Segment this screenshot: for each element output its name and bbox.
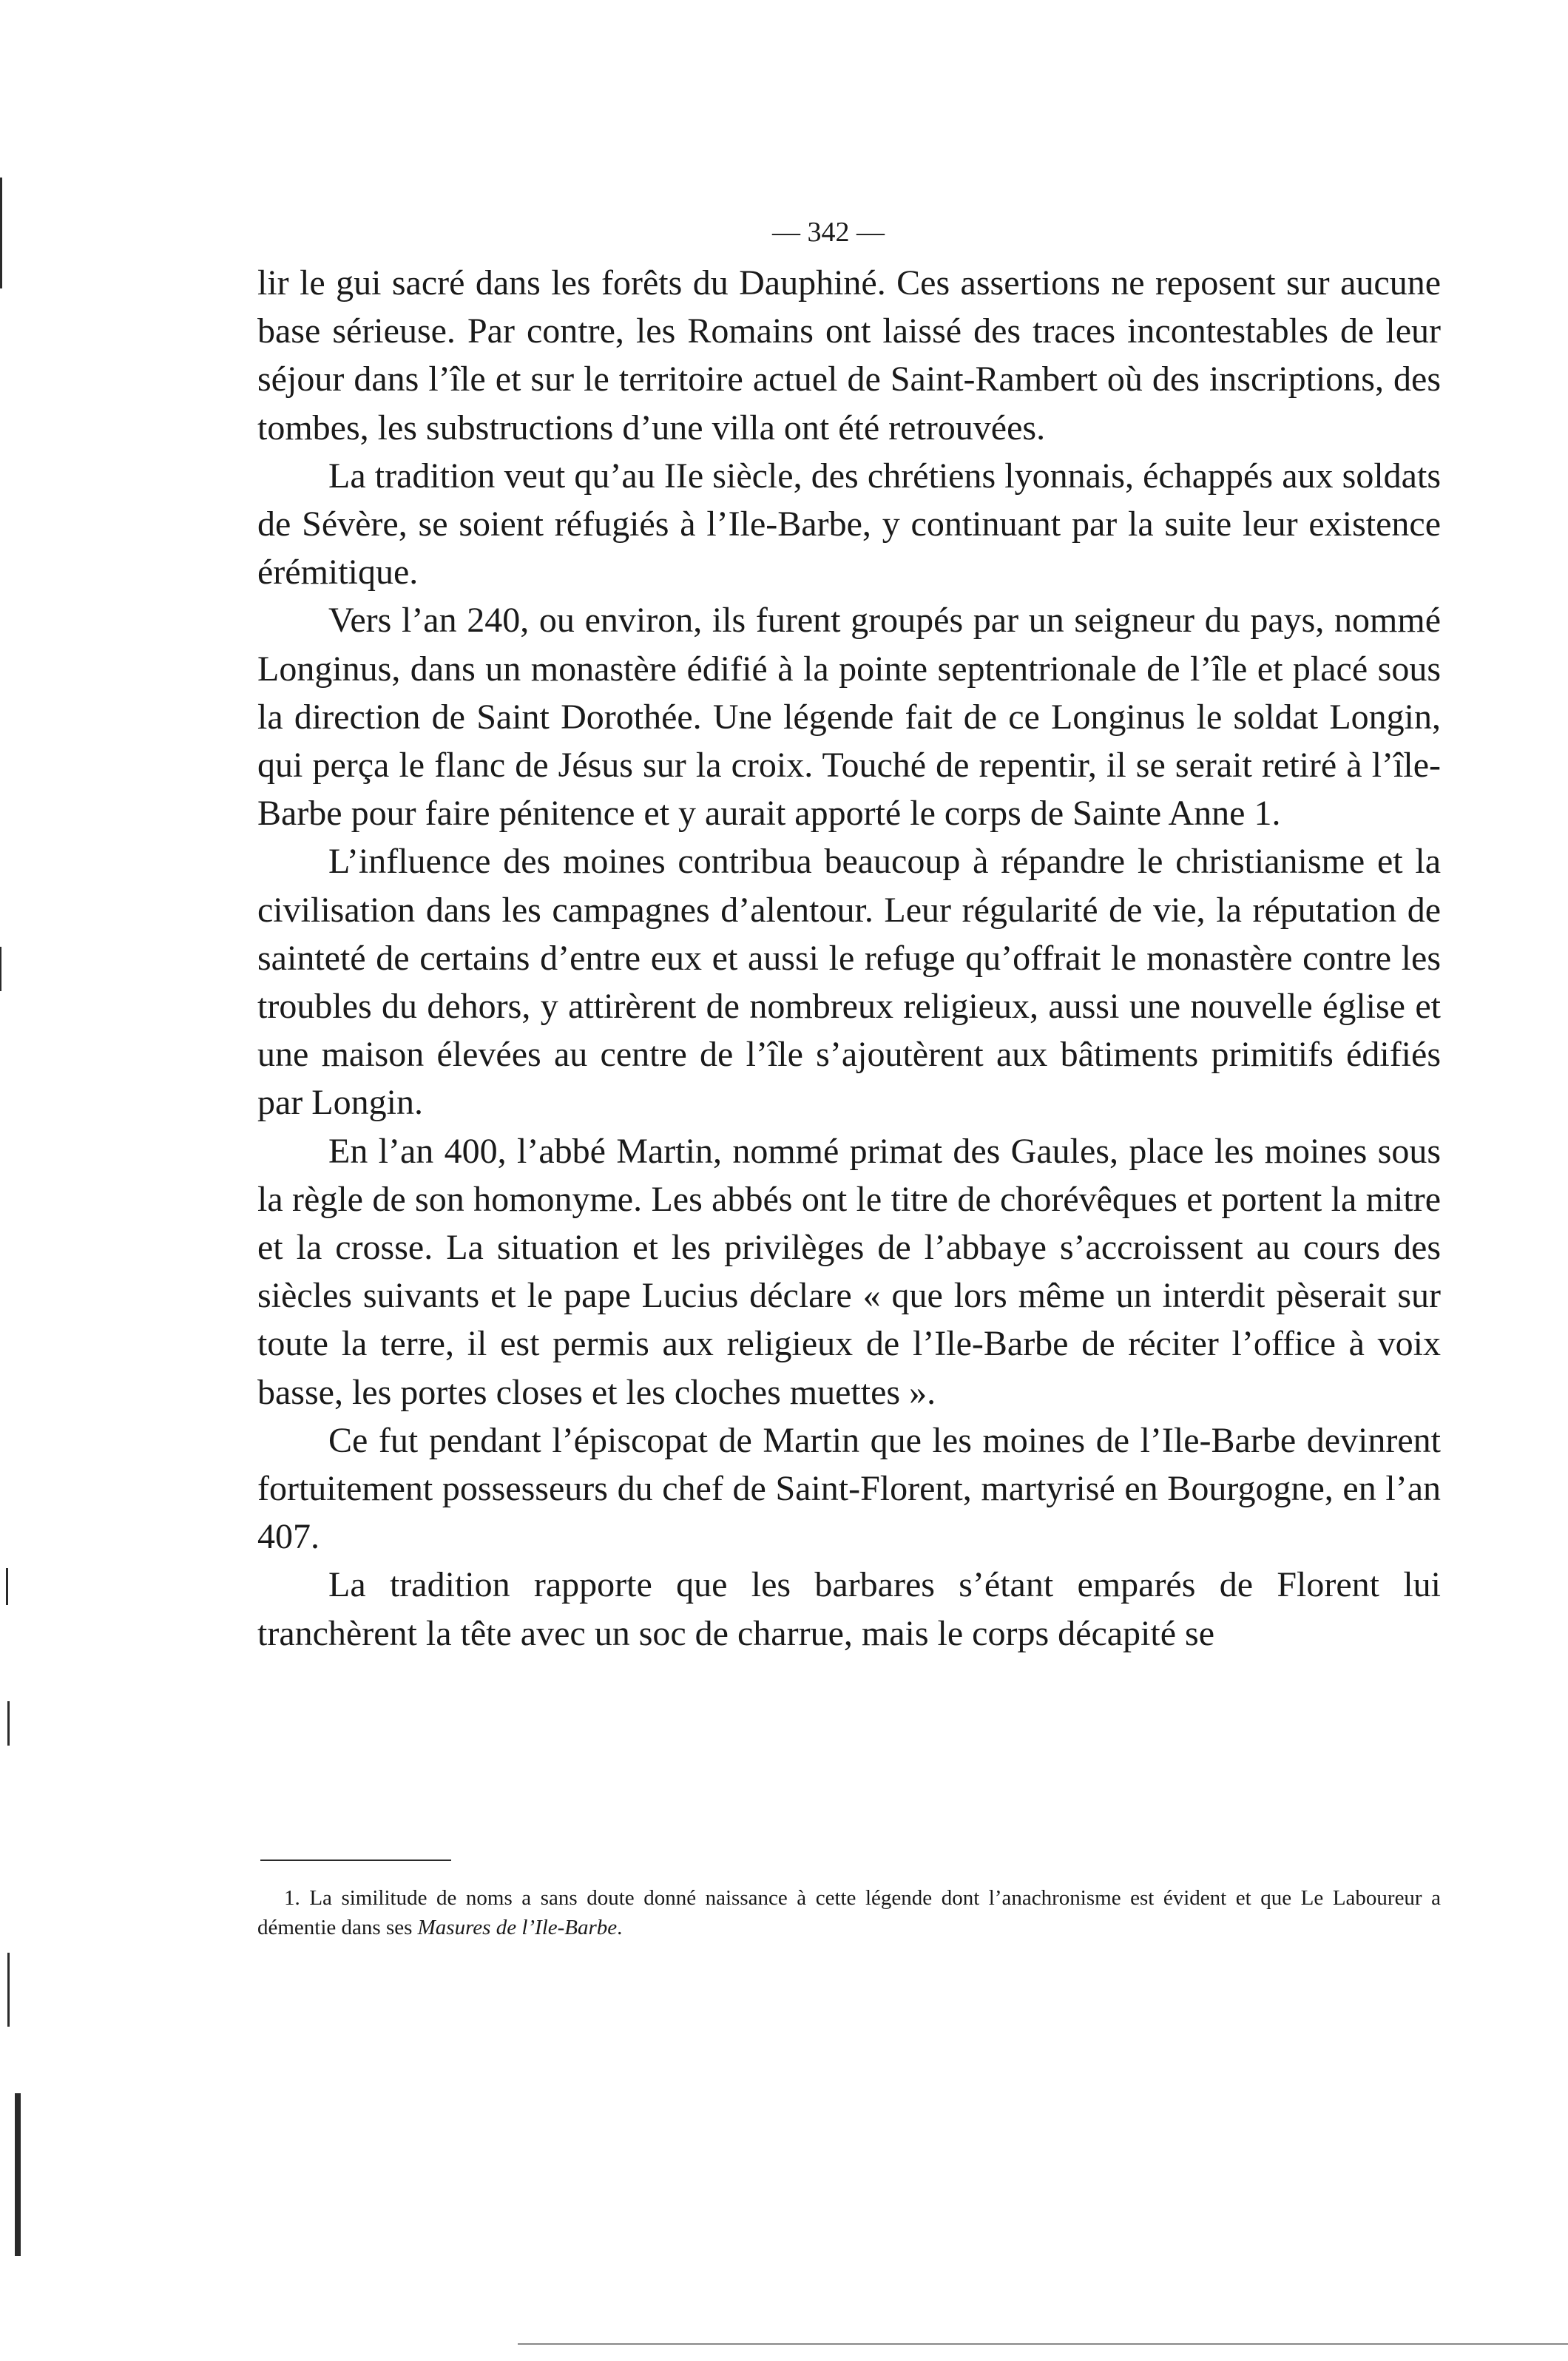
scan-edge-mark: [7, 1953, 10, 2027]
footnote-text: La similitude de noms a sans doute donné naissance à cette légende dont l’anachronisme est évident et que Le Laboureur a démentie dans ses: [257, 1886, 1442, 1939]
footnote: [257, 1883, 1441, 1942]
paragraph: lir le gui sacré dans les forêts du Dauphiné. Ces assertions ne reposent sur aucune base sérieuse. Par contre, les Romains ont laissé des traces incontestables de leur séjour dans l’île et sur le territoire actuel de Saint-Rambert où des inscriptions, des tombes, les substructions d’une villa ont été retrouvées.: [257, 263, 1441, 447]
page-number: — 342 —: [772, 217, 885, 248]
scan-edge-mark: [6, 1568, 8, 1605]
scan-edge-mark: [15, 2093, 21, 2256]
footnote-work-title: Masures de l’Ile-Barbe: [417, 1916, 618, 1939]
paragraph: La tradition veut qu’au IIe siècle, des chrétiens lyonnais, échappés aux soldats de Sévère, se soient réfugiés à l’Ile-Barbe, y continuant par la suite leur existence érémitique.: [257, 456, 1441, 592]
paragraph: Vers l’an 240, ou environ, ils furent groupés par un seigneur du pays, nommé Longinus, dans un monastère édifié à la pointe septentrionale de l’île et placé sous la direction de Saint Dorothée. Une légende fait de ce Longinus le soldat Longin, qui perça le flanc de Jésus sur la croix. Touché de repentir, il se serait retiré à l’île-Barbe pour faire pénitence et y aurait apporté le corps de Sainte Anne 1.: [257, 601, 1441, 834]
scan-edge-mark: [0, 947, 1, 991]
paragraph: L’influence des moines contribua beaucoup à répandre le christianisme et la civilisation dans les campagnes d’alentour. Leur régularité de vie, la réputation de sainteté de certains d’entre eux et aussi le refuge qu’offrait le monastère contre les troubles du dehors, y attirèrent de nombreux religieux, aussi une nouvelle église et une maison élevées au centre de l’île s’ajoutèrent aux bâtiments primitifs édifiés par Longin.: [257, 842, 1441, 1123]
paragraph: En l’an 400, l’abbé Martin, nommé primat des Gaules, place les moines sous la règle de son homonyme. Les abbés ont le titre de chorévêques et portent la mitre et la crosse. La situation et les privilèges de l’abbaye s’accroissent au cours des siècles suivants et le pape Lucius déclare « que lors même un interdit pèserait sur toute la terre, il est permis aux religieux de l’Ile-Barbe de réciter l’office à voix basse, les portes closes et les cloches muettes ».: [257, 1131, 1441, 1412]
paragraph: Ce fut pendant l’épiscopat de Martin que les moines de l’Ile-Barbe devinrent fortuitement possesseurs du chef de Saint-Florent, martyrisé en Bourgogne, en l’an 407.: [257, 1420, 1441, 1557]
body-text: [257, 259, 1441, 1658]
footnote-divider: [260, 1860, 451, 1861]
scan-edge-mark: [7, 1701, 10, 1746]
footnote-end: .: [617, 1916, 623, 1939]
paragraph: La tradition rapporte que les barbares s’étant emparés de Florent lui tranchèrent la tête avec un soc de charrue, mais le corps décapité se: [257, 1565, 1441, 1653]
footnote-marker: 1.: [284, 1886, 300, 1910]
scan-edge-mark: [518, 2343, 1568, 2345]
scan-edge-mark: [0, 178, 2, 288]
